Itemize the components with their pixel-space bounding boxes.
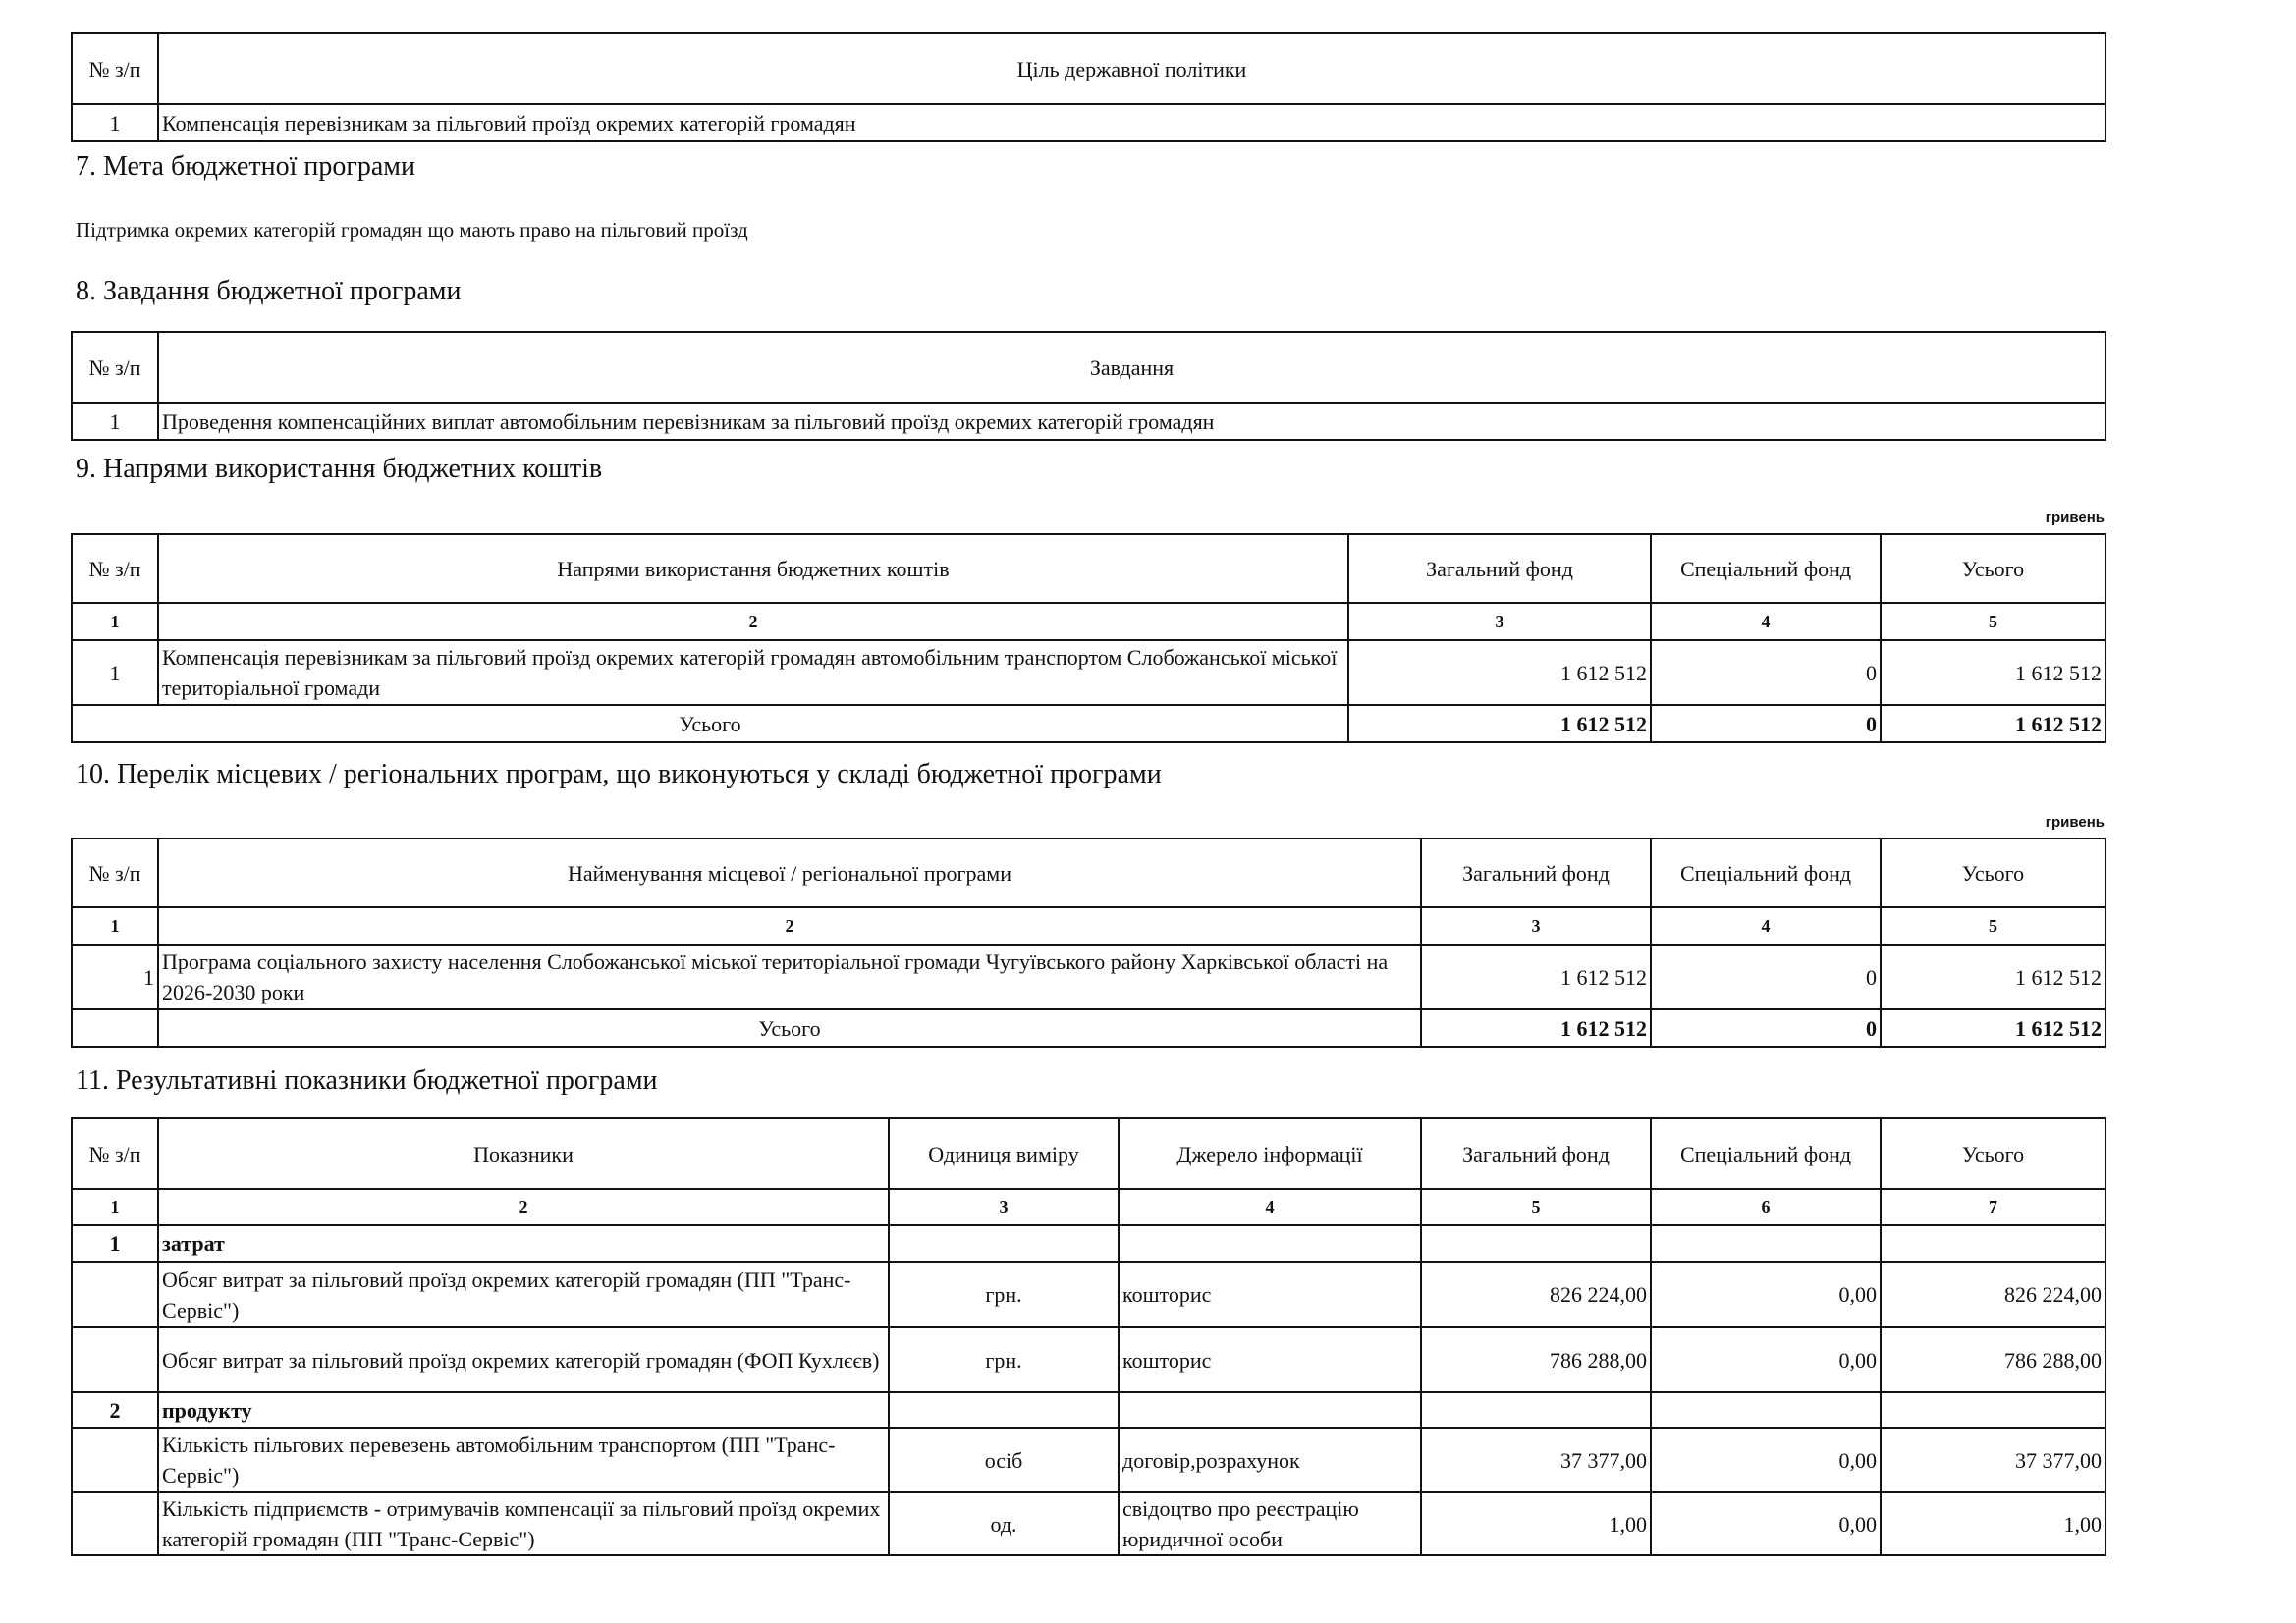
table-row xyxy=(72,1428,2105,1492)
table-row xyxy=(72,640,2105,705)
row-special-fund: 0 xyxy=(1651,640,1881,705)
indicator-total: 826 224,00 xyxy=(1881,1262,2105,1327)
indicator-special-fund: 0,00 xyxy=(1651,1492,1881,1555)
col-number: 2 xyxy=(158,907,1421,945)
currency-unit: гривень xyxy=(2045,814,2105,831)
section-11-title: 11. Результативні показники бюджетної програми xyxy=(76,1065,658,1096)
indicator-name: Обсяг витрат за пільговий проїзд окремих категорій громадян (ПП "Транс-Сервіс") xyxy=(158,1262,889,1327)
header-general-fund: Загальний фонд xyxy=(1348,534,1651,603)
indicator-total: 1,00 xyxy=(1881,1492,2105,1555)
col-number: 1 xyxy=(72,603,158,640)
row-total: 1 612 512 xyxy=(1881,640,2105,705)
indicator-total: 786 288,00 xyxy=(1881,1327,2105,1392)
header-direction: Напрями використання бюджетних коштів xyxy=(158,534,1348,603)
header-total: Усього xyxy=(1881,534,2105,603)
indicator-source: свідоцтво про реєстрацію юридичної особи xyxy=(1119,1492,1421,1555)
row-total: 1 612 512 xyxy=(1881,945,2105,1009)
header-general-fund: Загальний фонд xyxy=(1421,1118,1651,1189)
total-label: Усього xyxy=(72,705,1348,742)
tasks-table xyxy=(71,331,2106,441)
indicator-source: договір,розрахунок xyxy=(1119,1428,1421,1492)
header-number: № з/п xyxy=(72,33,158,104)
header-general-fund: Загальний фонд xyxy=(1421,839,1651,907)
col-number: 4 xyxy=(1651,603,1881,640)
header-number: № з/п xyxy=(72,332,158,403)
col-number: 4 xyxy=(1651,907,1881,945)
total-row xyxy=(72,705,2105,742)
indicator-general-fund: 37 377,00 xyxy=(1421,1428,1651,1492)
group-row xyxy=(72,1392,2105,1428)
row-number: 1 xyxy=(72,403,158,440)
header-goal: Ціль державної політики xyxy=(158,33,2105,104)
group-number: 2 xyxy=(72,1392,158,1428)
header-number: № з/п xyxy=(72,839,158,907)
total-general-fund: 1 612 512 xyxy=(1348,705,1651,742)
indicator-special-fund: 0,00 xyxy=(1651,1428,1881,1492)
indicator-name: Кількість підприємств - отримувачів компенсації за пільговий проїзд окремих категорій громадян (ПП "Транс-Сервіс") xyxy=(158,1492,889,1555)
policy-goal-table xyxy=(71,32,2106,142)
col-number: 4 xyxy=(1119,1189,1421,1225)
section-9-title: 9. Напрями використання бюджетних коштів xyxy=(76,454,603,484)
row-goal: Компенсація перевізникам за пільговий проїзд окремих категорій громадян xyxy=(158,104,2105,141)
col-number: 3 xyxy=(889,1189,1119,1225)
table-row xyxy=(72,1327,2105,1392)
section-8-title: 8. Завдання бюджетної програми xyxy=(76,276,462,306)
indicator-name: Кількість пільгових перевезень автомобільним транспортом (ПП "Транс-Сервіс") xyxy=(158,1428,889,1492)
header-number: № з/п xyxy=(72,1118,158,1189)
header-special-fund: Спеціальний фонд xyxy=(1651,839,1881,907)
row-general-fund: 1 612 512 xyxy=(1421,945,1651,1009)
indicator-unit: грн. xyxy=(889,1262,1119,1327)
group-name: затрат xyxy=(158,1225,889,1262)
header-indicator: Показники xyxy=(158,1118,889,1189)
indicator-total: 37 377,00 xyxy=(1881,1428,2105,1492)
header-special-fund: Спеціальний фонд xyxy=(1651,534,1881,603)
total-row xyxy=(72,1009,2105,1047)
col-number: 5 xyxy=(1881,603,2105,640)
col-number: 5 xyxy=(1421,1189,1651,1225)
section-7-text: Підтримка окремих категорій громадян що мають право на пільговий проїзд xyxy=(76,218,748,242)
total-special-fund: 0 xyxy=(1651,1009,1881,1047)
total-empty xyxy=(72,1009,158,1047)
indicator-unit: од. xyxy=(889,1492,1119,1555)
indicator-special-fund: 0,00 xyxy=(1651,1262,1881,1327)
header-program-name: Найменування місцевої / регіональної програми xyxy=(158,839,1421,907)
table-row xyxy=(72,1492,2105,1555)
table-row xyxy=(72,104,2105,141)
row-general-fund: 1 612 512 xyxy=(1348,640,1651,705)
indicator-general-fund: 786 288,00 xyxy=(1421,1327,1651,1392)
group-number: 1 xyxy=(72,1225,158,1262)
header-unit: Одиниця виміру xyxy=(889,1118,1119,1189)
budget-directions-table xyxy=(71,533,2106,743)
col-number: 1 xyxy=(72,907,158,945)
indicator-unit: осіб xyxy=(889,1428,1119,1492)
indicator-source: кошторис xyxy=(1119,1327,1421,1392)
group-name: продукту xyxy=(158,1392,889,1428)
col-number: 2 xyxy=(158,603,1348,640)
header-task: Завдання xyxy=(158,332,2105,403)
header-source: Джерело інформації xyxy=(1119,1118,1421,1189)
section-10-title: 10. Перелік місцевих / регіональних програм, що виконуються у складі бюджетної програми xyxy=(76,759,1162,789)
currency-unit: гривень xyxy=(2045,510,2105,526)
indicator-name: Обсяг витрат за пільговий проїзд окремих категорій громадян (ФОП Кухлєєв) xyxy=(158,1327,889,1392)
row-special-fund: 0 xyxy=(1651,945,1881,1009)
col-number: 1 xyxy=(72,1189,158,1225)
row-number: 1 xyxy=(72,945,158,1009)
header-total: Усього xyxy=(1881,839,2105,907)
header-total: Усього xyxy=(1881,1118,2105,1189)
col-number: 5 xyxy=(1881,907,2105,945)
performance-indicators-table xyxy=(71,1117,2106,1556)
row-number: 1 xyxy=(72,104,158,141)
row-task: Проведення компенсаційних виплат автомобільним перевізникам за пільговий проїзд окремих категорій громадян xyxy=(158,403,2105,440)
total-total: 1 612 512 xyxy=(1881,705,2105,742)
indicator-special-fund: 0,00 xyxy=(1651,1327,1881,1392)
total-general-fund: 1 612 512 xyxy=(1421,1009,1651,1047)
total-total: 1 612 512 xyxy=(1881,1009,2105,1047)
total-label: Усього xyxy=(158,1009,1421,1047)
table-row xyxy=(72,945,2105,1009)
col-number: 3 xyxy=(1421,907,1651,945)
col-number: 3 xyxy=(1348,603,1651,640)
local-programs-table xyxy=(71,838,2106,1048)
table-row xyxy=(72,403,2105,440)
group-row xyxy=(72,1225,2105,1262)
header-special-fund: Спеціальний фонд xyxy=(1651,1118,1881,1189)
col-number: 2 xyxy=(158,1189,889,1225)
indicator-general-fund: 826 224,00 xyxy=(1421,1262,1651,1327)
indicator-unit: грн. xyxy=(889,1327,1119,1392)
row-program-name: Програма соціального захисту населення Слобожанської міської територіальної громади Чугуївського району Харківської області на 2026-2030 роки xyxy=(158,945,1421,1009)
indicator-general-fund: 1,00 xyxy=(1421,1492,1651,1555)
table-row xyxy=(72,1262,2105,1327)
indicator-source: кошторис xyxy=(1119,1262,1421,1327)
total-special-fund: 0 xyxy=(1651,705,1881,742)
row-number: 1 xyxy=(72,640,158,705)
col-number: 7 xyxy=(1881,1189,2105,1225)
header-number: № з/п xyxy=(72,534,158,603)
col-number: 6 xyxy=(1651,1189,1881,1225)
section-7-title: 7. Мета бюджетної програми xyxy=(76,151,415,182)
row-direction: Компенсація перевізникам за пільговий проїзд окремих категорій громадян автомобільним транспортом Слобожанської міської територіальної громади xyxy=(158,640,1348,705)
